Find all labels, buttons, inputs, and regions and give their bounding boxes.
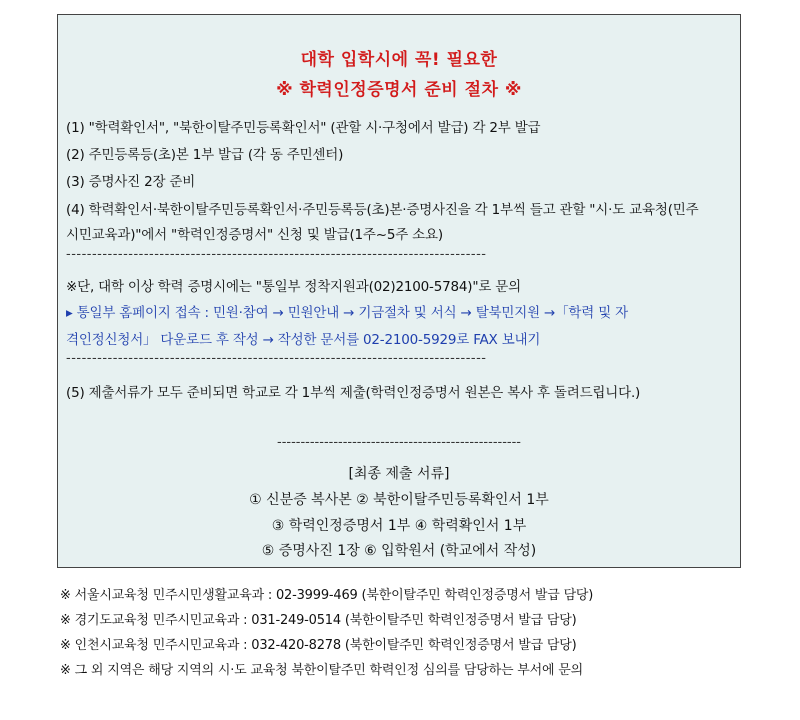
note-main: ※단, 대학 이상 학력 증명시에는 "통일부 정착지원과(02)2100-5784)"로 문의 xyxy=(66,279,521,295)
step-5: (5) 제출서류가 모두 준비되면 학교로 각 1부씩 제출(학력인정증명서 원본은 복사 후 돌려드립니다.) xyxy=(66,385,641,401)
guide-line-1: ▸ 통일부 홈페이지 접속 : 민원·참여 → 민원안내 → 기금절차 및 서식 → 탈북민지원 →「학력 및 자 xyxy=(66,305,628,321)
info-box xyxy=(57,14,741,568)
title-line-1: 대학 입학시에 꼭! 필요한 xyxy=(300,50,498,70)
divider-1: --------------------------------------------------------------------------------- xyxy=(66,247,487,262)
step-1: (1) "학력확인서", "북한이탈주민등록확인서" (관할 시·구청에서 발급) 각 2부 발급 xyxy=(66,120,541,136)
divider-2: --------------------------------------------------------------------------------- xyxy=(66,351,487,366)
guide-line-2: 격인정신청서」 다운로드 후 작성 → 작성한 문서를 02-2100-5929로 FAX 보내기 xyxy=(66,332,541,348)
step-3: (3) 증명사진 2장 준비 xyxy=(66,174,196,190)
step-4-line-2: 시민교육과)"에서 "학력인정증명서" 신청 및 발급(1주~5주 소요) xyxy=(66,227,443,243)
contact-seoul: ※ 서울시교육청 민주시민생활교육과 : 02-3999-469 (북한이탈주민 학력인정증명서 발급 담당) xyxy=(60,588,594,603)
divider-short: ---------------------------------------------------- xyxy=(277,435,521,450)
contact-other-regions: ※ 그 외 지역은 해당 지역의 시·도 교육청 북한이탈주민 학력인정 심의를 담당하는 부서에 문의 xyxy=(60,663,583,678)
final-docs-row-2: ③ 학력인정증명서 1부 ④ 학력확인서 1부 xyxy=(271,518,527,534)
contact-incheon: ※ 인천시교육청 민주시민교육과 : 032-420-8278 (북한이탈주민 학력인정증명서 발급 담당) xyxy=(60,638,577,653)
final-docs-row-3: ⑤ 증명사진 1장 ⑥ 입학원서 (학교에서 작성) xyxy=(261,543,537,559)
step-4-line-1: (4) 학력확인서·북한이탈주민등록확인서·주민등록등(초)본·증명사진을 각 1부씩 들고 관할 "시·도 교육청(민주 xyxy=(66,202,699,218)
contact-gyeonggi: ※ 경기도교육청 민주시민교육과 : 031-249-0514 (북한이탈주민 학력인정증명서 발급 담당) xyxy=(60,613,577,628)
step-2: (2) 주민등록등(초)본 1부 발급 (각 동 주민센터) xyxy=(66,147,344,163)
title-line-2: ※ 학력인정증명서 준비 절차 ※ xyxy=(276,80,522,100)
final-docs-row-1: ① 신분증 복사본 ② 북한이탈주민등록확인서 1부 xyxy=(249,492,549,508)
final-docs-heading: [최종 제출 서류] xyxy=(348,466,450,482)
